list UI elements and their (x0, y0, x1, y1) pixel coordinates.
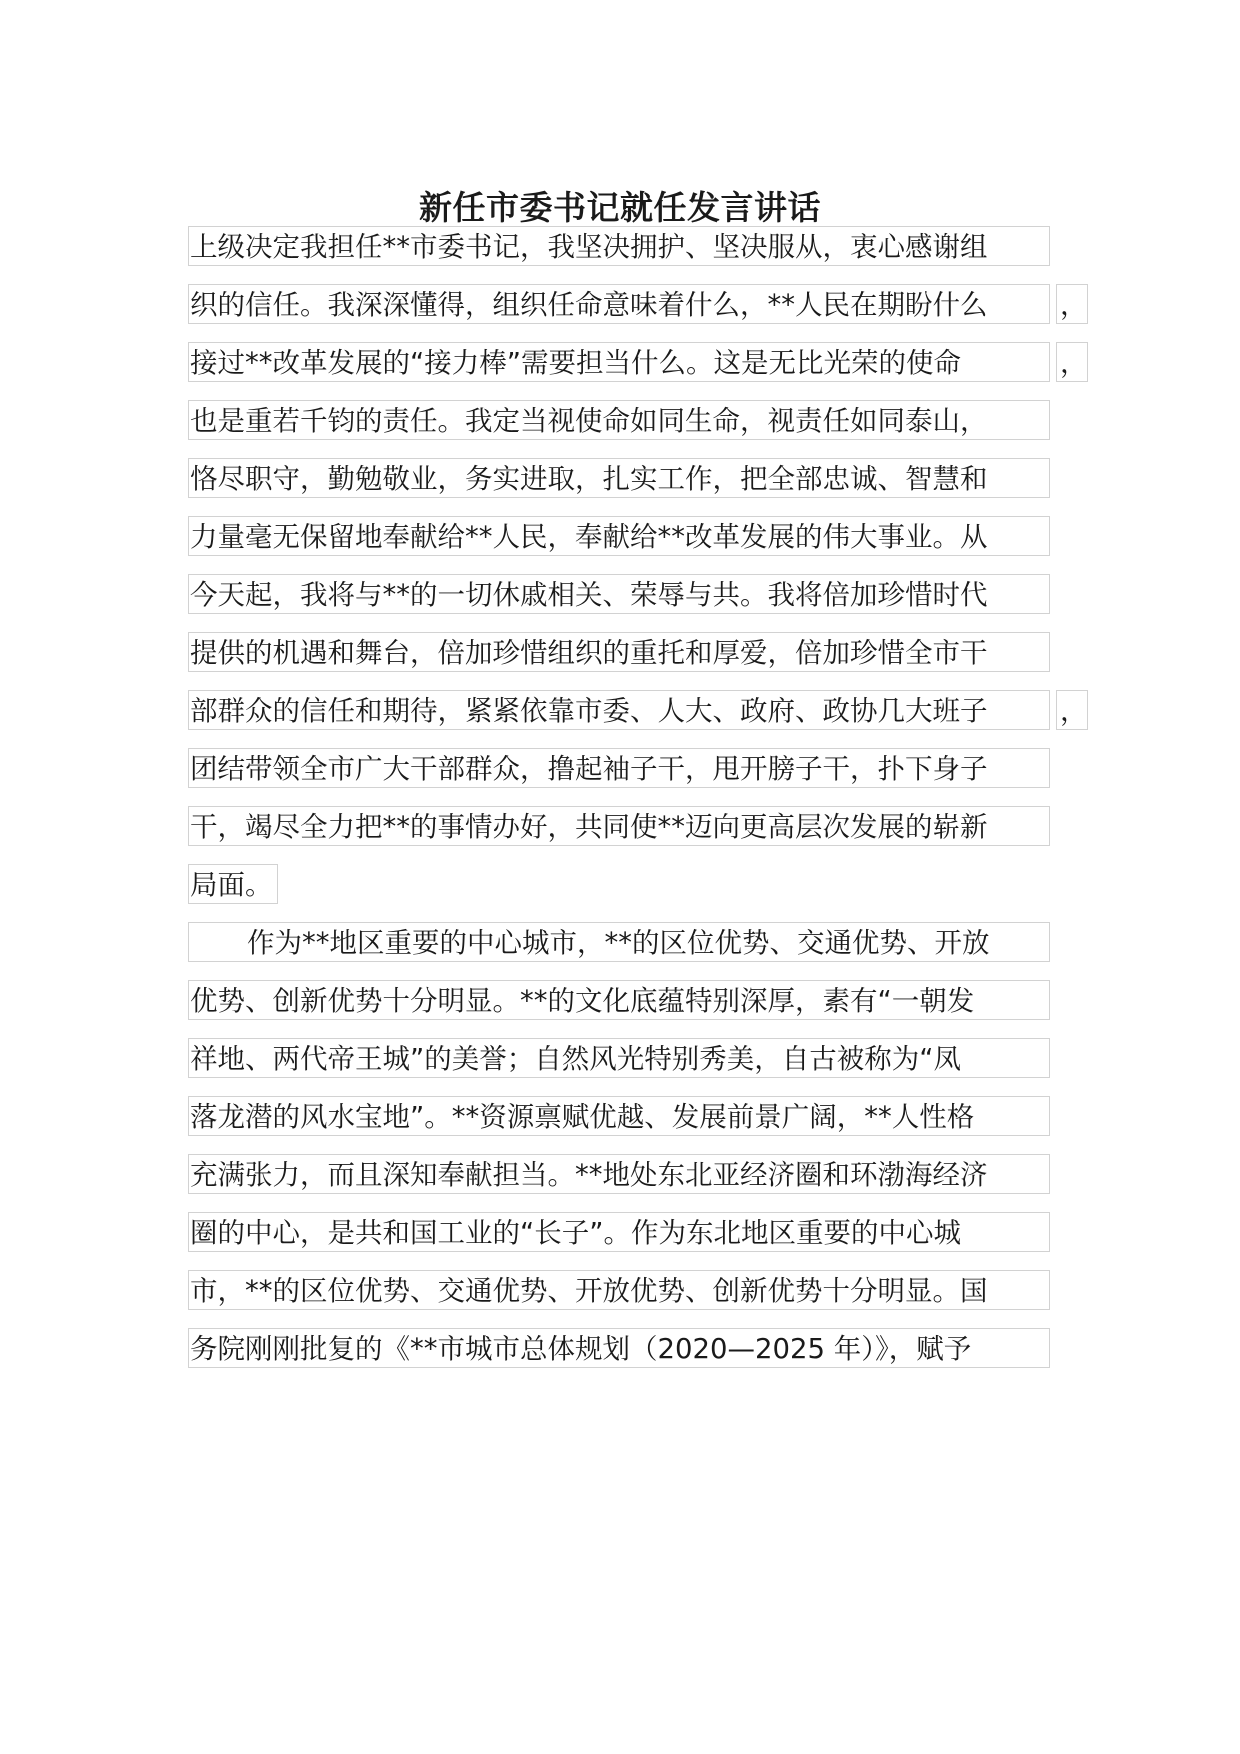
text-line: 优势、创新优势十分明显。**的文化底蕴特别深厚，素有“一朝发 (188, 980, 1050, 1020)
text-line: 提供的机遇和舞台，倍加珍惜组织的重托和厚爱，倍加珍惜全市干 (188, 632, 1050, 672)
text-line: 织的信任。我深深懂得，组织任命意味着什么，**人民在期盼什么 (188, 284, 1050, 324)
text-line: 祥地、两代帝王城”的美誉；自然风光特别秀美，自古被称为“凤 (188, 1038, 1050, 1078)
text-line-tail: ， (1056, 342, 1088, 382)
text-line: 部群众的信任和期待，紧紧依靠市委、人大、政府、政协几大班子 (188, 690, 1050, 730)
text-line: 团结带领全市广大干部群众，撸起袖子干，甩开膀子干，扑下身子 (188, 748, 1050, 788)
document-title: 新任市委书记就任发言讲话 (419, 188, 821, 227)
text-line: 干，竭尽全力把**的事情办好，共同使**迈向更高层次发展的崭新 (188, 806, 1050, 846)
text-line: 接过**改革发展的“接力棒”需要担当什么。这是无比光荣的使命 (188, 342, 1050, 382)
text-line: 局面。 (188, 864, 278, 904)
text-line: 市，**的区位优势、交通优势、开放优势、创新优势十分明显。国 (188, 1270, 1050, 1310)
text-line: 上级决定我担任**市委书记，我坚决拥护、坚决服从，衷心感谢组 (188, 226, 1050, 266)
text-line: 今天起，我将与**的一切休戚相关、荣辱与共。我将倍加珍惜时代 (188, 574, 1050, 614)
text-line: 力量毫无保留地奉献给**人民，奉献给**改革发展的伟大事业。从 (188, 516, 1050, 556)
text-line: 圈的中心，是共和国工业的“长子”。作为东北地区重要的中心城 (188, 1212, 1050, 1252)
text-line: 落龙潜的风水宝地”。**资源禀赋优越、发展前景广阔，**人性格 (188, 1096, 1050, 1136)
text-line: 恪尽职守，勤勉敬业，务实进取，扎实工作，把全部忠诚、智慧和 (188, 458, 1050, 498)
text-line-tail: ， (1056, 690, 1088, 730)
text-line: 务院刚刚批复的《**市城市总体规划（2020—2025 年）》，赋予 (188, 1328, 1050, 1368)
text-line: 也是重若千钧的责任。我定当视使命如同生命，视责任如同泰山， (188, 400, 1050, 440)
text-line: 充满张力，而且深知奉献担当。**地处东北亚经济圈和环渤海经济 (188, 1154, 1050, 1194)
text-line: 作为**地区重要的中心城市，**的区位优势、交通优势、开放 (188, 922, 1050, 962)
text-line-tail: ， (1056, 284, 1088, 324)
